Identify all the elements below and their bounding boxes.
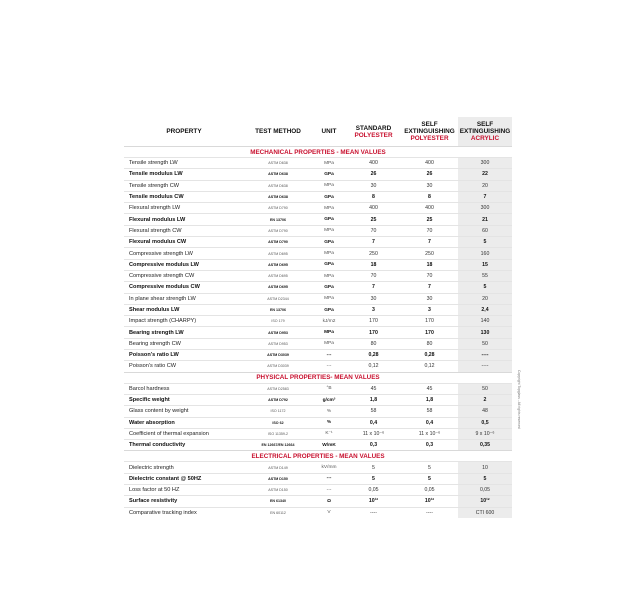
se-acrylic-cell: 22 xyxy=(458,169,512,180)
se-acrylic-cell: 20 xyxy=(458,180,512,191)
table-row xyxy=(124,394,512,405)
property-cell: Water absorption xyxy=(124,417,244,428)
se-polyester-cell: 5 xyxy=(401,473,458,484)
side-copyright xyxy=(513,370,521,500)
test-method-cell: ASTM D150 xyxy=(244,473,312,484)
se-polyester-cell: 8 xyxy=(401,191,458,202)
header-standard-line1: STANDARD xyxy=(355,124,392,132)
header-se-poly-line1: SELF xyxy=(421,121,438,128)
standard-polyester-cell: 0,4 xyxy=(346,417,401,428)
table-row xyxy=(124,169,512,180)
header-se-acr-line3: ACRYLIC xyxy=(470,135,500,142)
standard-polyester-cell: 70 xyxy=(346,270,401,281)
header-se-acrylic xyxy=(458,117,512,147)
unit-cell: g/cm³ xyxy=(312,394,346,405)
table-row xyxy=(124,462,512,473)
property-cell: Glass content by weight xyxy=(124,406,244,417)
table-row xyxy=(124,282,512,293)
property-cell: Coefficient of thermal expansion xyxy=(124,428,244,439)
section-title: PHYSICAL PROPERTIES- MEAN VALUES xyxy=(124,372,512,383)
unit-cell: --- xyxy=(312,361,346,372)
unit-cell: --- xyxy=(312,473,346,484)
unit-cell: Ω xyxy=(312,496,346,507)
standard-polyester-cell: 3 xyxy=(346,304,401,315)
table-row xyxy=(124,473,512,484)
test-method-cell: ASTM D3039 xyxy=(244,350,312,361)
property-cell: Flexural strength LW xyxy=(124,203,244,214)
section-header xyxy=(124,147,512,158)
property-cell: Compressive strength LW xyxy=(124,248,244,259)
se-polyester-cell: 170 xyxy=(401,327,458,338)
table-row xyxy=(124,485,512,496)
property-cell: Surface resistivity xyxy=(124,496,244,507)
se-polyester-cell: 30 xyxy=(401,293,458,304)
unit-cell: MPa xyxy=(312,338,346,349)
unit-cell: MPa xyxy=(312,225,346,236)
se-polyester-cell: 45 xyxy=(401,383,458,394)
table-row xyxy=(124,507,512,518)
table-row xyxy=(124,406,512,417)
properties-table xyxy=(124,117,512,518)
property-cell: Tensile strength LW xyxy=(124,158,244,169)
test-method-cell: ASTM D695 xyxy=(244,282,312,293)
se-acrylic-cell: 50 xyxy=(458,338,512,349)
standard-polyester-cell: 5 xyxy=(346,473,401,484)
property-cell: Flexural strength CW xyxy=(124,225,244,236)
property-cell: Tensile modulus CW xyxy=(124,191,244,202)
table-row xyxy=(124,428,512,439)
se-polyester-cell: 80 xyxy=(401,338,458,349)
se-polyester-cell: ---- xyxy=(401,507,458,518)
header-property: PROPERTY xyxy=(166,128,202,135)
test-method-cell: ASTM D790 xyxy=(244,225,312,236)
unit-cell: % xyxy=(312,417,346,428)
header-se-acr-line2: EXTINGUISHING xyxy=(459,128,511,135)
standard-polyester-cell: 30 xyxy=(346,293,401,304)
test-method-cell: ASTM D695 xyxy=(244,248,312,259)
property-cell: Poisson's ratio CW xyxy=(124,361,244,372)
standard-polyester-cell: 7 xyxy=(346,237,401,248)
se-polyester-cell: 170 xyxy=(401,316,458,327)
unit-cell: GPa xyxy=(312,304,346,315)
se-polyester-cell: 3 xyxy=(401,304,458,315)
se-acrylic-cell: 21 xyxy=(458,214,512,225)
standard-polyester-cell: ---- xyxy=(346,507,401,518)
se-polyester-cell: 58 xyxy=(401,406,458,417)
se-acrylic-cell: 130 xyxy=(458,327,512,338)
standard-polyester-cell: 5 xyxy=(346,462,401,473)
se-polyester-cell: 400 xyxy=(401,158,458,169)
se-acrylic-cell: 9 x 10⁻⁶ xyxy=(458,428,512,439)
test-method-cell: ASTM D2583 xyxy=(244,383,312,394)
table-row xyxy=(124,248,512,259)
standard-polyester-cell: 70 xyxy=(346,225,401,236)
table-row xyxy=(124,259,512,270)
se-polyester-cell: 250 xyxy=(401,248,458,259)
se-acrylic-cell: 2 xyxy=(458,394,512,405)
table-row xyxy=(124,293,512,304)
se-acrylic-cell: 0,35 xyxy=(458,440,512,451)
test-method-cell: ISO 62 xyxy=(244,417,312,428)
table-row xyxy=(124,225,512,236)
table-body xyxy=(124,147,512,518)
header-standard-polyester xyxy=(346,117,401,147)
se-polyester-cell: 7 xyxy=(401,282,458,293)
test-method-cell: ASTM D638 xyxy=(244,158,312,169)
test-method-cell: EN 60112 xyxy=(244,507,312,518)
standard-polyester-cell: 26 xyxy=(346,169,401,180)
test-method-cell: ASTM D150 xyxy=(244,485,312,496)
se-acrylic-cell: ---- xyxy=(458,361,512,372)
test-method-cell: ASTM D695 xyxy=(244,270,312,281)
standard-polyester-cell: 7 xyxy=(346,282,401,293)
standard-polyester-cell: 0,3 xyxy=(346,440,401,451)
property-cell: Tensile strength CW xyxy=(124,180,244,191)
se-polyester-cell: 0,28 xyxy=(401,350,458,361)
unit-cell: MPa xyxy=(312,180,346,191)
test-method-cell: ASTM D695 xyxy=(244,259,312,270)
table-row xyxy=(124,180,512,191)
se-acrylic-cell: 10¹² xyxy=(458,496,512,507)
se-acrylic-cell: 50 xyxy=(458,383,512,394)
standard-polyester-cell: 10¹² xyxy=(346,496,401,507)
se-acrylic-cell: 160 xyxy=(458,248,512,259)
se-acrylic-cell: 7 xyxy=(458,191,512,202)
header-se-polyester xyxy=(401,117,458,147)
se-polyester-cell: 0,4 xyxy=(401,417,458,428)
table-row xyxy=(124,158,512,169)
header-test-method: TEST METHOD xyxy=(255,128,301,135)
property-cell: Comparative tracking index xyxy=(124,507,244,518)
test-method-cell: ASTM D953 xyxy=(244,338,312,349)
unit-cell: °B xyxy=(312,383,346,394)
table-row xyxy=(124,361,512,372)
unit-cell: K⁻¹ xyxy=(312,428,346,439)
se-acrylic-cell: 5 xyxy=(458,282,512,293)
se-acrylic-cell: 55 xyxy=(458,270,512,281)
section-header xyxy=(124,372,512,383)
unit-cell: MPa xyxy=(312,158,346,169)
unit-cell: GPa xyxy=(312,237,346,248)
se-polyester-cell: 0,3 xyxy=(401,440,458,451)
unit-cell: GPa xyxy=(312,191,346,202)
standard-polyester-cell: 18 xyxy=(346,259,401,270)
unit-cell: GPa xyxy=(312,214,346,225)
unit-cell: V xyxy=(312,507,346,518)
se-acrylic-cell: 5 xyxy=(458,473,512,484)
test-method-cell: ASTM D790 xyxy=(244,237,312,248)
standard-polyester-cell: 0,28 xyxy=(346,350,401,361)
property-cell: Compressive modulus LW xyxy=(124,259,244,270)
properties-sheet xyxy=(124,117,512,518)
standard-polyester-cell: 250 xyxy=(346,248,401,259)
header-unit: UNIT xyxy=(321,128,337,135)
table-row xyxy=(124,496,512,507)
se-acrylic-cell: 20 xyxy=(458,293,512,304)
table-row xyxy=(124,191,512,202)
standard-polyester-cell: 400 xyxy=(346,203,401,214)
unit-cell: MPa xyxy=(312,327,346,338)
property-cell: Shear modulus LW xyxy=(124,304,244,315)
se-polyester-cell: 26 xyxy=(401,169,458,180)
property-cell: Bearing strength CW xyxy=(124,338,244,349)
standard-polyester-cell: 0,05 xyxy=(346,485,401,496)
side-copyright-text: Copyright Topglass - All rights reserved xyxy=(517,370,521,429)
unit-cell: MPa xyxy=(312,270,346,281)
test-method-cell: ISO 179 xyxy=(244,316,312,327)
property-cell: Poisson's ratio LW xyxy=(124,350,244,361)
table-row xyxy=(124,270,512,281)
se-acrylic-cell: 48 xyxy=(458,406,512,417)
unit-cell: kV/mm xyxy=(312,462,346,473)
test-method-cell: ASTM D638 xyxy=(244,169,312,180)
property-cell: Loss factor at 50 HZ xyxy=(124,485,244,496)
section-title: ELECTRICAL PROPERTIES - MEAN VALUES xyxy=(124,451,512,462)
se-acrylic-cell: 5 xyxy=(458,237,512,248)
test-method-cell: EN 12667/EN 12664 xyxy=(244,440,312,451)
standard-polyester-cell: 170 xyxy=(346,316,401,327)
se-polyester-cell: 70 xyxy=(401,225,458,236)
property-cell: Impact strength (CHARPY) xyxy=(124,316,244,327)
unit-cell: kJ/m2 xyxy=(312,316,346,327)
table-row xyxy=(124,338,512,349)
unit-cell: MPa xyxy=(312,203,346,214)
table-row xyxy=(124,350,512,361)
property-cell: Tensile modulus LW xyxy=(124,169,244,180)
test-method-cell: ASTM D149 xyxy=(244,462,312,473)
unit-cell: GPa xyxy=(312,282,346,293)
se-polyester-cell: 11 x 10⁻⁶ xyxy=(401,428,458,439)
se-acrylic-cell: 2,4 xyxy=(458,304,512,315)
property-cell: Bearing strength LW xyxy=(124,327,244,338)
test-method-cell: EN 61340 xyxy=(244,496,312,507)
unit-cell: GPa xyxy=(312,169,346,180)
se-acrylic-cell: 60 xyxy=(458,225,512,236)
table-row xyxy=(124,203,512,214)
header-se-poly-line2: EXTINGUISHING xyxy=(404,128,455,135)
test-method-cell: EN 13706 xyxy=(244,214,312,225)
section-header xyxy=(124,451,512,462)
table-header xyxy=(124,117,512,147)
test-method-cell: ASTM D3039 xyxy=(244,361,312,372)
table-row xyxy=(124,237,512,248)
se-acrylic-cell: 0,05 xyxy=(458,485,512,496)
standard-polyester-cell: 80 xyxy=(346,338,401,349)
unit-cell: % xyxy=(312,406,346,417)
se-polyester-cell: 10¹² xyxy=(401,496,458,507)
unit-cell: MPa xyxy=(312,248,346,259)
property-cell: Thermal conductivity xyxy=(124,440,244,451)
standard-polyester-cell: 0,12 xyxy=(346,361,401,372)
se-polyester-cell: 7 xyxy=(401,237,458,248)
se-polyester-cell: 30 xyxy=(401,180,458,191)
se-polyester-cell: 25 xyxy=(401,214,458,225)
property-cell: Flexural modulus CW xyxy=(124,237,244,248)
test-method-cell: ASTM D790 xyxy=(244,203,312,214)
unit-cell: W/mK xyxy=(312,440,346,451)
se-acrylic-cell: CTI 600 xyxy=(458,507,512,518)
property-cell: Barcol hardness xyxy=(124,383,244,394)
standard-polyester-cell: 30 xyxy=(346,180,401,191)
property-cell: Dielectric constant @ 50HZ xyxy=(124,473,244,484)
unit-cell: --- xyxy=(312,485,346,496)
table-row xyxy=(124,440,512,451)
header-se-poly-line3: POLYESTER xyxy=(410,135,449,142)
se-acrylic-cell: 0,5 xyxy=(458,417,512,428)
se-polyester-cell: 0,12 xyxy=(401,361,458,372)
test-method-cell: ASTM D953 xyxy=(244,327,312,338)
test-method-cell: ASTM D638 xyxy=(244,180,312,191)
se-acrylic-cell: 10 xyxy=(458,462,512,473)
se-polyester-cell: 1,8 xyxy=(401,394,458,405)
unit-cell: MPa xyxy=(312,293,346,304)
header-se-acr-line1: SELF xyxy=(476,121,494,128)
table-row xyxy=(124,383,512,394)
se-acrylic-cell: 15 xyxy=(458,259,512,270)
se-acrylic-cell: ---- xyxy=(458,350,512,361)
se-polyester-cell: 5 xyxy=(401,462,458,473)
standard-polyester-cell: 400 xyxy=(346,158,401,169)
property-cell: In plane shear strength LW xyxy=(124,293,244,304)
property-cell: Compressive modulus CW xyxy=(124,282,244,293)
test-method-cell: ASTM D2344 xyxy=(244,293,312,304)
standard-polyester-cell: 1,8 xyxy=(346,394,401,405)
test-method-cell: ASTM D792 xyxy=(244,394,312,405)
test-method-cell: ISO 11359-2 xyxy=(244,428,312,439)
se-acrylic-cell: 300 xyxy=(458,158,512,169)
standard-polyester-cell: 58 xyxy=(346,406,401,417)
test-method-cell: ASTM D638 xyxy=(244,191,312,202)
unit-cell: GPa xyxy=(312,259,346,270)
standard-polyester-cell: 45 xyxy=(346,383,401,394)
se-polyester-cell: 18 xyxy=(401,259,458,270)
se-polyester-cell: 0,05 xyxy=(401,485,458,496)
table-row xyxy=(124,417,512,428)
test-method-cell: EN 13706 xyxy=(244,304,312,315)
table-row xyxy=(124,214,512,225)
se-acrylic-cell: 300 xyxy=(458,203,512,214)
standard-polyester-cell: 8 xyxy=(346,191,401,202)
header-standard-line2: POLYESTER xyxy=(354,131,393,139)
section-title: MECHANICAL PROPERTIES - MEAN VALUES xyxy=(124,147,512,158)
standard-polyester-cell: 25 xyxy=(346,214,401,225)
standard-polyester-cell: 170 xyxy=(346,327,401,338)
se-polyester-cell: 400 xyxy=(401,203,458,214)
test-method-cell: ISO 1172 xyxy=(244,406,312,417)
se-polyester-cell: 70 xyxy=(401,270,458,281)
property-cell: Specific weight xyxy=(124,394,244,405)
se-acrylic-cell: 140 xyxy=(458,316,512,327)
property-cell: Compressive strength CW xyxy=(124,270,244,281)
unit-cell: --- xyxy=(312,350,346,361)
table-row xyxy=(124,327,512,338)
table-row xyxy=(124,304,512,315)
table-row xyxy=(124,316,512,327)
property-cell: Flexural modulus LW xyxy=(124,214,244,225)
property-cell: Dielectric strength xyxy=(124,462,244,473)
standard-polyester-cell: 11 x 10⁻⁶ xyxy=(346,428,401,439)
